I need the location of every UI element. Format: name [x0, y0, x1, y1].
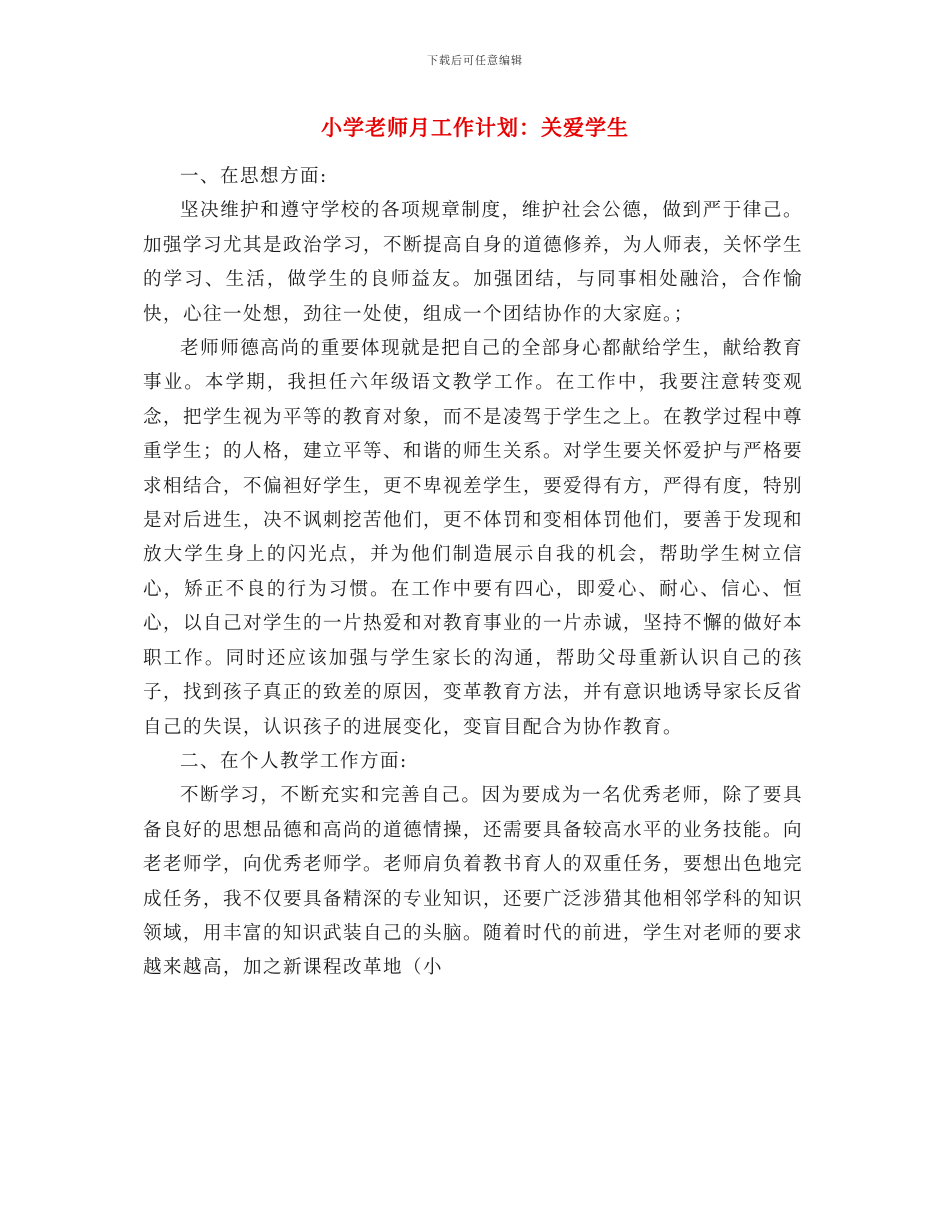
section-heading-teaching: 二、在个人教学工作方面:: [180, 750, 408, 772]
paragraph-discipline: 坚决维护和遵守学校的各项规章制度，维护社会公德，做到严于律己。加强学习尤其是政治学习，不断提高自身的道德修养，为人师表，关怀学生的学习、生活，做学生的良师益友。加强团结，与同事相处融洽，合作愉快，心往一处想，劲往一处使，组成一个团结协作的大家庭。；: [143, 200, 804, 325]
document-body: [143, 160, 803, 986]
paragraph-teacher-ethics: 老师师德高尚的重要体现就是把自己的全部身心都献给学生，献给教育事业。本学期，我担任六年级语文教学工作。在工作中，我要注意转变观念，把学生视为平等的教育对象，而不是凌驾于学生之上。在教学过程中尊重学生；的人格，建立平等、和谐的师生关系。对学生要关怀爱护与严格要求相结合，不偏袒好学生，更不卑视差学生，要爱得有方，严得有度，特别是对后进生，决不讽刺挖苦他们，更不体罚和变相体罚他们，要善于发现和放大学生身上的闪光点，并为他们制造展示自我的机会，帮助学生树立信心，矫正不良的行为习惯。在工作中要有四心，即爱心、耐心、信心、恒心，以自己对学生的一片热爱和对教育事业的一片赤诚，坚持不懈的做好本职工作。同时还应该加强与学生家长的沟通，帮助父母重新认识自己的孩子，找到孩子真正的致差的原因，变革教育方法，并有意识地诱导家长反省自己的失误，认识孩子的进展变化，变盲目配合为协作教育。: [143, 338, 804, 738]
paragraph-self-improvement: 不断学习，不断充实和完善自己。因为要成为一名优秀老师，除了要具备良好的思想品德和高尚的道德情操，还需要具备较高水平的业务技能。向老老师学，向优秀老师学。老师肩负着教书育人的双重任务，要想出色地完成任务，我不仅要具备精深的专业知识，还要广泛涉猎其他相邻学科的知识领域，用丰富的知识武装自己的头脑。随着时代的前进，学生对老师的要求越来越高，加之新课程改革地（小: [143, 785, 804, 979]
section-heading-thought: 一、在思想方面:: [180, 166, 328, 187]
document-title: 小学老师月工作计划：关爱学生: [321, 115, 629, 140]
header-note: 下载后可任意编辑: [427, 54, 523, 67]
